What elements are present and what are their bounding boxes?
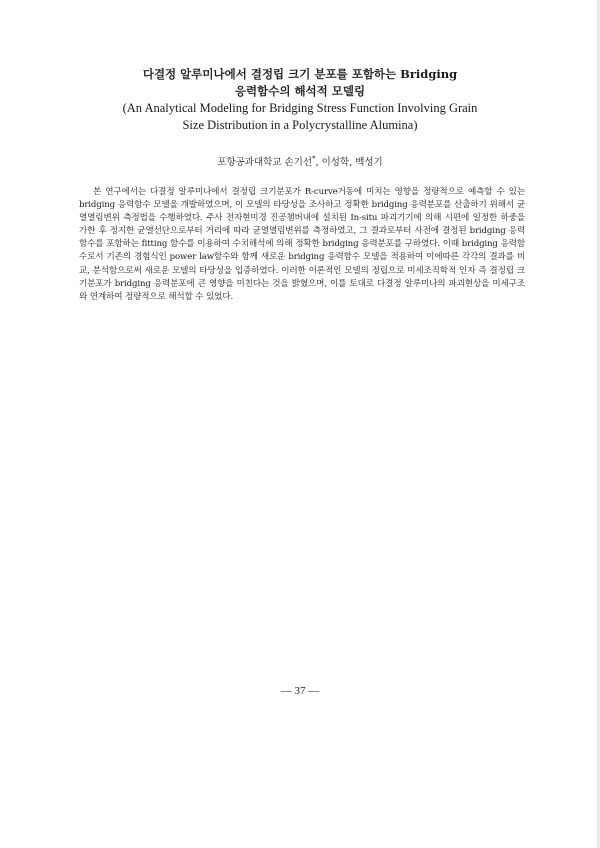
- english-title-line-1: (An Analytical Modeling for Bridging Stress Function Involving Grain: [122, 101, 478, 115]
- affiliation: 포항공과대학교: [217, 157, 282, 169]
- first-author: 손기선: [284, 157, 313, 169]
- korean-title-line-2: 응력함수의 해석적 모델링: [234, 84, 366, 98]
- author-line: [60, 152, 540, 170]
- co-authors: , 이성학, 백성기: [315, 157, 383, 169]
- corresponding-author-mark: *: [312, 155, 316, 163]
- page-number: — 37 —: [280, 685, 320, 697]
- english-title-line-2: Size Distribution in a Polycrystalline Alumina): [182, 118, 418, 132]
- title-block: [60, 66, 540, 134]
- abstract-paragraph: 본 연구에서는 다결정 알루미나에서 결정립 크기분포가 R-curve거동에 미치는 영향을 정량적으로 예측할 수 있는 bridging 응력함수 모델을 개발하였으며, 이 모델의 타당성을 조사하고 정확한 bridging 응력분포를 산출하기 위해서 균열열림변위 측정법을 수행하였다. 주사 전자현미경 진공챔버내에 설치된 In-situ 파괴기기에 의해 시편에 일정한 하중을 가한 후 정지한 균열선단으로부터 거리에 따라 균열열림변위를 측정하였고, 그 결과로부터 사전에 결정된 bridging 응력함수를 포함하는 fitting 함수를 이용하여 수치해석에 의해 정확한 bridging 응력분포를 구하였다. 이때 bridging 응력함수로서 기존의 경험식인 power law함수와 함께 새로운 bridging 응력함수 모델을 적용하여 이에따른 각각의 결과를 비교, 분석함으로써 새로운 모델의 타당성을 입증하였다. 이러한 이론적인 모델의 정립으로 미세조직학적 인자 즉 결정립 크기분포가 bridging 응력분포에 큰 영향을 미친다는 것을 밝혔으며, 이를 토대로 다결정 알루미나의 파괴현상을 미세구조와 연계하여 정량적으로 해석할 수 있었다.: [79, 187, 525, 302]
- korean-title-line-1: 다결정 알루미나에서 결정립 크기 분포를 포함하는 Bridging: [142, 67, 458, 81]
